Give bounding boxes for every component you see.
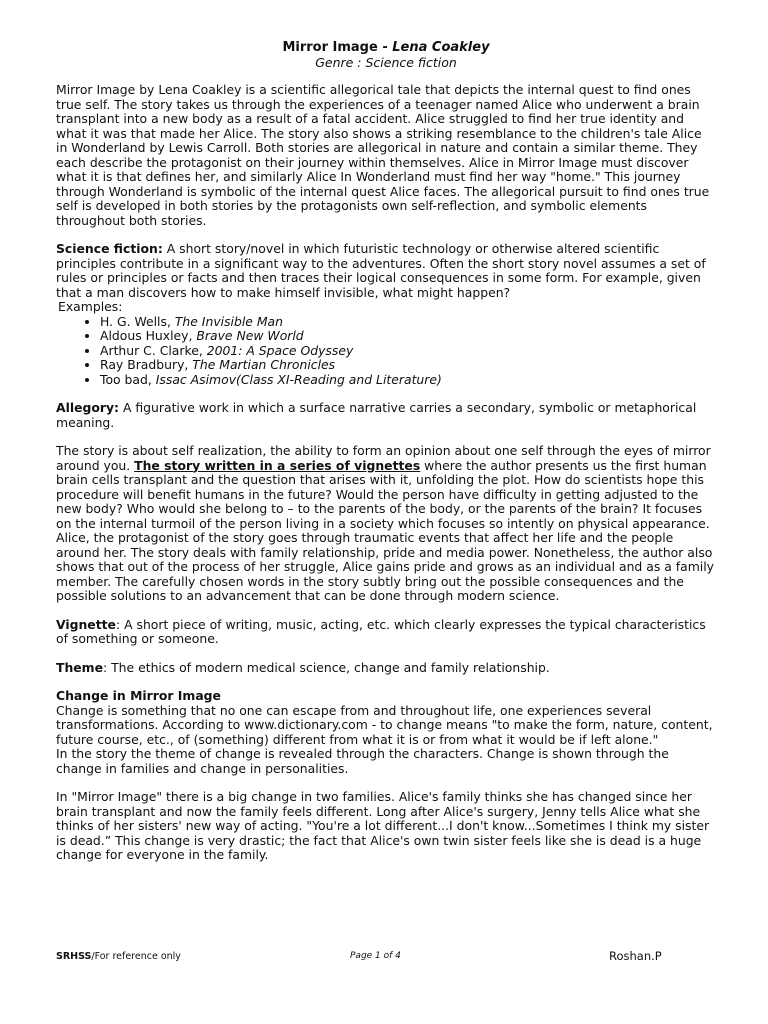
footer-left	[56, 951, 181, 962]
story-emphasis: The story written in a series of vignettes	[134, 457, 421, 473]
allegory-definition	[56, 401, 716, 430]
story-text-end: where the author presents us the first human brain cells transplant and the question that arises with it, unfolding the plot. How do scientists hope this procedure will benefit humans in the future? Would the person have difficulty in getting adjusted to the new body? Who would she belong to – to the parents of the body, or the parents of the brain? It focuses on the internal turmoil of the person living in a society which focuses so intently on physical appearance. Alice, the protagonist of the story goes through traumatic events that affect her life and the people around her. The story deals with family relationship, pride and media power. Nonetheless, the author also shows that out of the process of her struggle, Alice gains pride and grows as an individual and as a family member. The carefully chosen words in the story subtly bring out the possible consequences and the possible solutions to an advancement that can be done through modern science.	[56, 457, 714, 603]
examples-list	[56, 315, 716, 388]
footer-school: SRHSS	[56, 951, 92, 962]
vignette-text: : A short piece of writing, music, acting, etc. which clearly expresses the typical characteristics of something or someone.	[56, 616, 706, 646]
document-title	[56, 40, 716, 55]
story-paragraph	[56, 444, 716, 604]
change-paragraph-2: In the story the theme of change is revealed through the characters. Change is shown through the change in families and change in personalities.	[56, 746, 669, 776]
vignette-definition	[56, 618, 716, 647]
example-work: The Martian Chronicles	[192, 357, 336, 372]
change-paragraph-3: In "Mirror Image" there is a big change in two families. Alice's family thinks she has changed since her brain transplant and now the family feels different. Long after Alice's surgery, Jenny tells Alice what she thinks of her sisters' new way of acting. "You're a lot different...I don't know...Sometimes I think my sister is dead.” This change is very drastic; the fact that Alice's own twin sister feels like she is dead is a huge change for everyone in the family.	[56, 789, 710, 862]
list-item	[100, 358, 716, 373]
example-work: 2001: A Space Odyssey	[206, 342, 354, 358]
example-author: Ray Bradbury,	[100, 357, 193, 372]
story-text-start: The story is about self realization, the ability to form an opinion about one self through the eyes of mirror around you.	[56, 443, 711, 473]
intro-paragraph: Mirror Image by Lena Coakley is a scientific allegorical tale that depicts the internal quest to find ones true self. The story takes us through the experiences of a teenager named Alice who underwent a brain transplant into a new body as a result of a fatal accident. Alice struggled to find her true identity and what it was that made her Alice. The story also shows a striking resemblance to the children's tale Alice in Wonderland by Lewis Carroll. Both stories are allegorical in nature and contain a similar theme. They each describe the protagonist on their journey within themselves. Alice in Mirror Image must discover what it is that defines her, and similarly Alice In Wonderland must find her way "home." This journey through Wonderland is symbolic of the internal quest Alice faces. The allegorical pursuit to find ones true self is developed in both stories by the protagonists own self-reflection, and symbolic elements throughout both stories.	[56, 82, 710, 228]
example-work: Issac Asimov(Class XI-Reading and Literature)	[155, 371, 442, 387]
science-fiction-term: Science fiction:	[56, 241, 163, 256]
page-number: Page 1 of 4	[350, 951, 401, 961]
examples-label: Examples:	[58, 299, 123, 314]
science-fiction-definition	[56, 242, 716, 300]
example-author: Too bad,	[100, 371, 156, 387]
science-fiction-text: A short story/novel in which futuristic technology or otherwise altered scientific principles contribute in a significant way to the adventures. Often the short story novel assumes a set of rules or principles or facts and then traces their logical consequences in some form. For example, given that a man discovers how to make himself invisible, what might happen?	[56, 241, 706, 300]
document-page	[56, 40, 716, 877]
example-author: Aldous Huxley,	[100, 328, 197, 343]
list-item	[100, 329, 716, 344]
page-footer	[56, 949, 716, 967]
genre-line: Genre : Science fiction	[315, 55, 457, 70]
footer-note: /For reference only	[91, 951, 181, 962]
change-paragraph-1: Change is something that no one can escape from and throughout life, one experiences several transformations. According to www.dictionary.com - to change means "to make the form, nature, content, future course, etc., of (something) different from what it is or from what it would be if left alone."	[56, 702, 713, 747]
example-author: Arthur C. Clarke,	[100, 342, 207, 358]
list-item	[100, 315, 716, 330]
list-item	[100, 344, 716, 359]
change-heading: Change in Mirror Image	[56, 688, 221, 703]
example-work: Brave New World	[196, 328, 304, 343]
theme-text: : The ethics of modern medical science, change and family relationship.	[103, 659, 550, 675]
footer-author: Roshan.P	[609, 949, 662, 963]
theme-term: Theme	[56, 659, 103, 675]
title-text: Mirror Image -	[282, 40, 393, 55]
example-author: H. G. Wells,	[100, 313, 175, 329]
vignette-term: Vignette	[56, 616, 116, 632]
allegory-term: Allegory:	[56, 400, 120, 415]
theme-definition	[56, 661, 716, 676]
title-author: Lena Coakley	[392, 40, 490, 55]
list-item	[100, 373, 716, 388]
example-work: The Invisible Man	[174, 313, 283, 329]
allegory-text: A figurative work in which a surface narrative carries a secondary, symbolic or metaphorical meaning.	[56, 400, 697, 430]
